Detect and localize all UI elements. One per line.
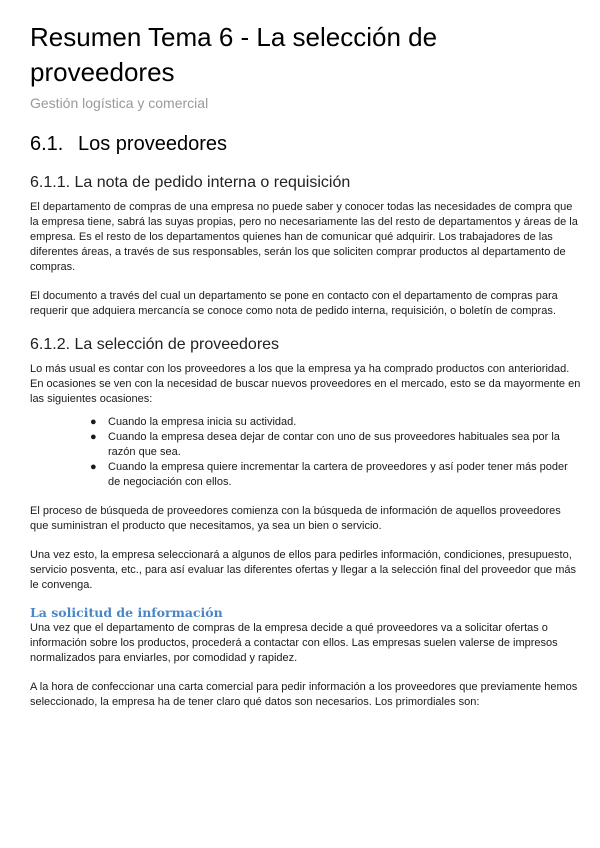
- paragraph: A la hora de confeccionar una carta comercial para pedir información a los proveedores que previamente hemos seleccionado, la empresa ha de tener claro qué datos son necesarios. Los primordiales son:: [30, 681, 578, 708]
- list-item: ● Cuando la empresa inicia su actividad.: [90, 416, 297, 428]
- bullet-icon: ●: [90, 416, 97, 428]
- section-number: 6.1.: [30, 133, 64, 155]
- section-heading: [30, 131, 582, 157]
- bullet-icon: ●: [90, 461, 97, 473]
- paragraph: Lo más usual es contar con los proveedores a los que la empresa ya ha comprado productos con anterioridad. En ocasiones se ven con la necesidad de buscar nuevos proveedores en el mercado, esto se da mayormente en las siguientes ocasiones:: [30, 363, 581, 405]
- document-page: [30, 20, 582, 710]
- section-title: Los proveedores: [78, 133, 227, 155]
- subsection-heading-requisicion: 6.1.1. La nota de pedido interna o requisición: [30, 174, 351, 191]
- bullet-list: [30, 415, 582, 490]
- paragraph: Una vez esto, la empresa seleccionará a algunos de ellos para pedirles información, condiciones, presupuesto, servicio posventa, etc., para así evaluar las diferentes ofertas y llegar a la selección final del proveedor que más le convenga.: [30, 549, 577, 591]
- list-item: ● Cuando la empresa desea dejar de contar con uno de sus proveedores habituales sea por la razón que sea.: [90, 431, 560, 458]
- subsection-heading-seleccion: 6.1.2. La selección de proveedores: [30, 336, 280, 353]
- paragraph: El documento a través del cual un departamento se pone en contacto con el departamento de compras para requerir que adquiera mercancía se conoce como nota de pedido interna, requisición, o boletín de compras.: [30, 290, 558, 317]
- paragraph: Una vez que el departamento de compras de la empresa decide a qué proveedores va a solicitar ofertas o información sobre los productos, procederá a contactar con ellos. Las empresas suelen valerse de impresos normalizados para enviarles, por comodidad y rapidez.: [30, 622, 558, 664]
- paragraph: El proceso de búsqueda de proveedores comienza con la búsqueda de información de aquellos proveedores que suministran el producto que necesitamos, ya sea un bien o servicio.: [30, 505, 561, 532]
- document-title: Resumen Tema 6 - La selección de proveedores: [30, 22, 438, 87]
- subsection-heading-solicitud: La solicitud de información: [30, 605, 223, 620]
- paragraph: El departamento de compras de una empresa no puede saber y conocer todas las necesidades de compra que la empresa tiene, sabrá las suyas propias, pero no necesariamente las del resto de departamentos y áreas de la empresa. Es el resto de los departamentos quienes han de comunicar qué adquirir. Los trabajadores de las diferentes áreas, a través de sus responsables, serán los que soliciten comprar productos al departamento de compras.: [30, 201, 578, 273]
- list-item: ● Cuando la empresa quiere incrementar la cartera de proveedores y así poder tener más poder de negociación con ellos.: [90, 461, 568, 488]
- bullet-icon: ●: [90, 431, 97, 443]
- document-subtitle: Gestión logística y comercial: [30, 95, 209, 111]
